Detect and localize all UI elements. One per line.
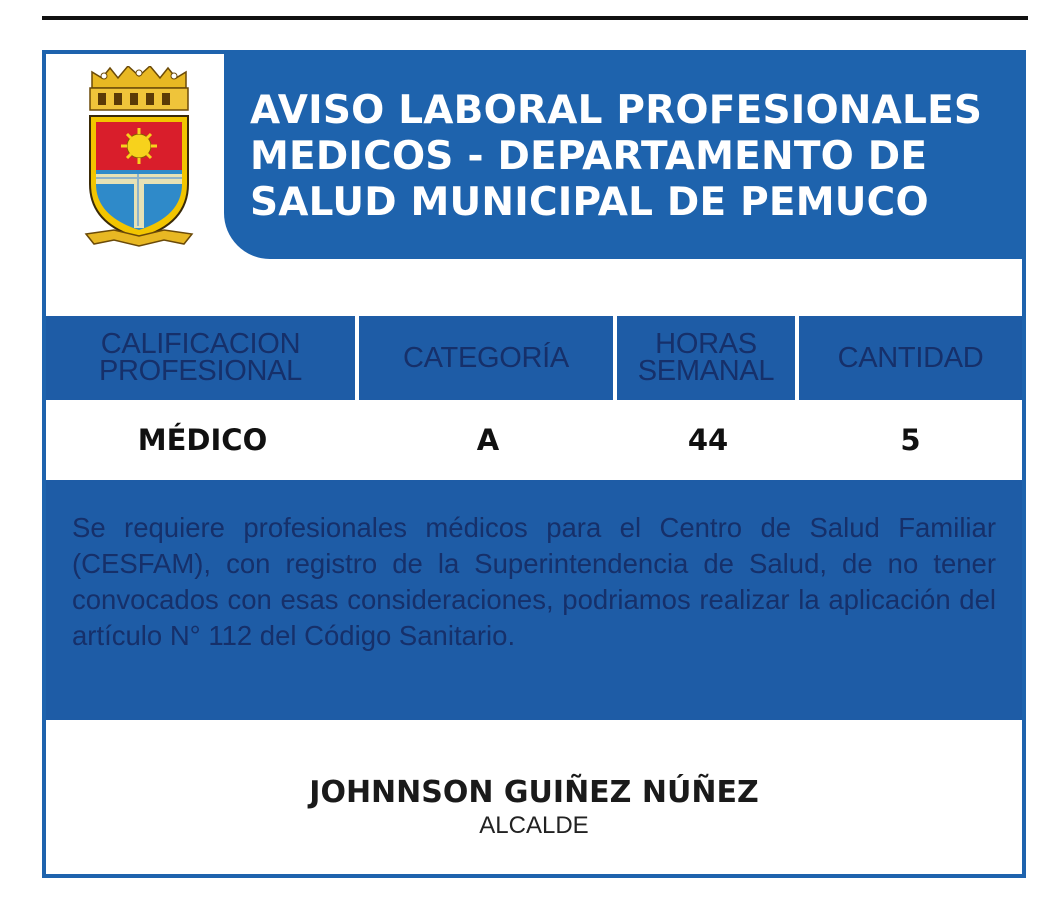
cell-categoria: A <box>476 423 500 457</box>
cell-cantidad: 5 <box>900 423 921 457</box>
header-calificacion-profesional <box>46 316 355 400</box>
description-band <box>46 480 1022 720</box>
header-text: SEMANAL <box>637 355 775 387</box>
title-line-3: SALUD MUNICIPAL DE PEMUCO <box>250 180 929 225</box>
header-horas-semanal <box>617 316 795 400</box>
job-table <box>46 316 1022 480</box>
header-text: HORAS <box>655 328 757 360</box>
signature-block <box>46 776 1022 842</box>
notice-title <box>250 88 1020 226</box>
cell-calificacion: MÉDICO <box>137 423 268 457</box>
table-row <box>46 400 1022 480</box>
top-rule <box>42 16 1028 20</box>
header-categoria <box>359 316 613 400</box>
cell-horas: 44 <box>687 423 729 457</box>
title-line-2: MEDICOS - DEPARTAMENTO DE <box>250 134 928 179</box>
description-text: Se requiere profesionales médicos para el Centro de Salud Familiar (CESFAM), con registro de la Superintendencia de Salud, de no tener convocados con esas consideraciones, podriamos realizar la aplicación del artículo N° 112 del Código Sanitario. <box>72 512 996 651</box>
notice-frame <box>42 50 1026 878</box>
header-text: CANTIDAD <box>837 341 984 374</box>
header-text: CATEGORÍA <box>403 341 569 374</box>
signer-name: JOHNNSON GUIÑEZ NÚÑEZ <box>309 775 759 810</box>
municipal-coat-of-arms-icon <box>84 66 194 248</box>
table-header-row <box>46 316 1022 400</box>
header-text: CALIFICACION <box>100 328 301 360</box>
signer-title: ALCALDE <box>479 812 589 839</box>
header-band <box>224 54 1022 259</box>
header-text: PROFESIONAL <box>99 355 302 387</box>
header-cantidad <box>799 316 1022 400</box>
title-line-1: AVISO LABORAL PROFESIONALES <box>250 88 983 133</box>
